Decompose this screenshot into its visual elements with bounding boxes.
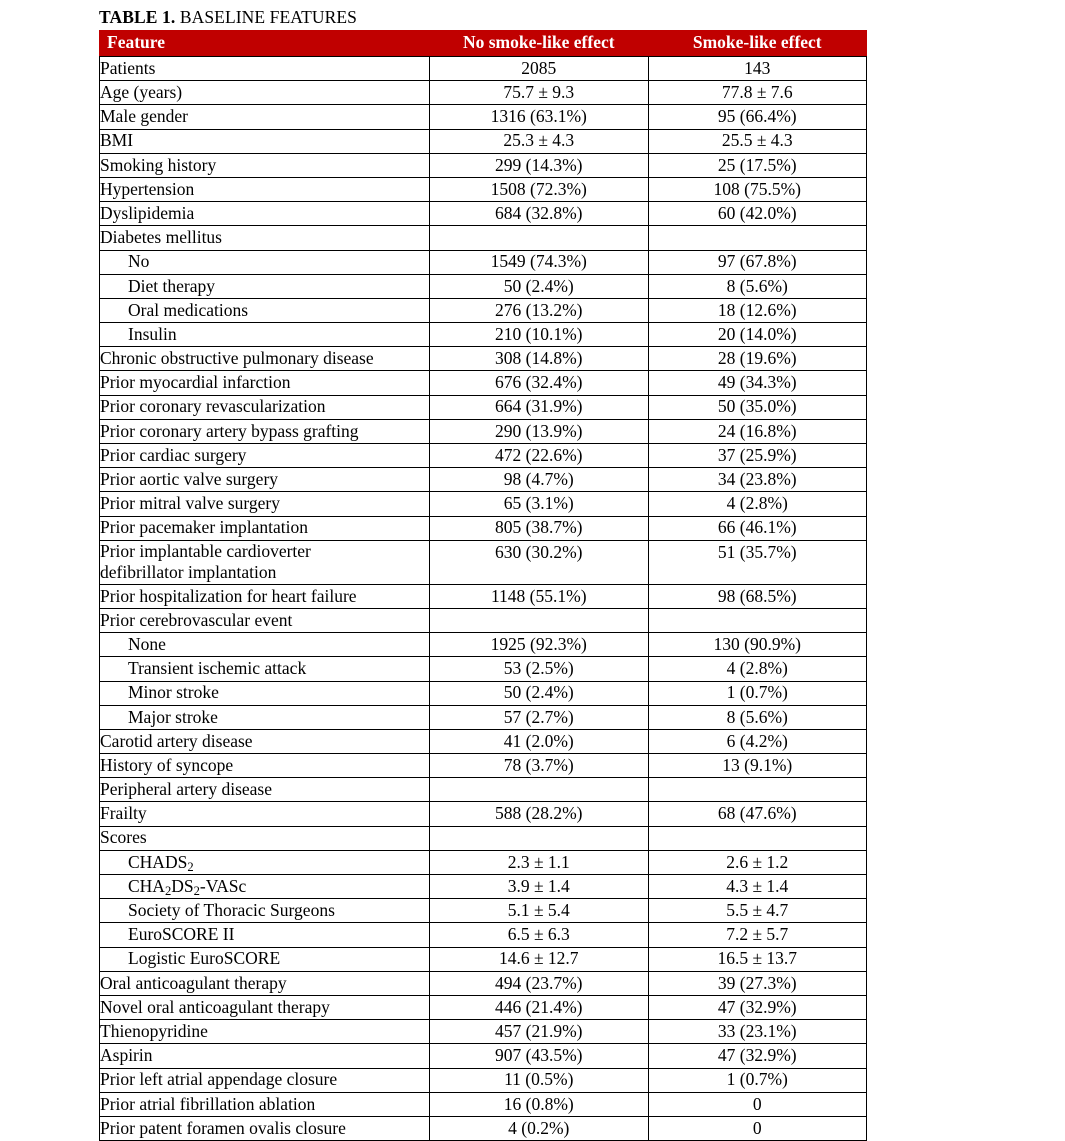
row-feature-label: Prior myocardial infarction	[100, 371, 430, 395]
row-feature-label: Diet therapy	[100, 274, 430, 298]
table-row	[100, 584, 867, 608]
table-row	[100, 947, 867, 971]
row-value-smoke-like-effect: 16.5 ± 13.7	[648, 947, 867, 971]
row-value-smoke-like-effect: 4 (2.8%)	[648, 492, 867, 516]
row-feature-label: Chronic obstructive pulmonary disease	[100, 347, 430, 371]
table-row	[100, 705, 867, 729]
row-value-no-smoke-like-effect	[430, 226, 649, 250]
row-feature-label: Major stroke	[100, 705, 430, 729]
row-feature-label: Prior aortic valve surgery	[100, 468, 430, 492]
row-feature-label: Prior atrial fibrillation ablation	[100, 1092, 430, 1116]
row-feature-line: Prior implantable cardioverter	[100, 540, 311, 561]
row-value-no-smoke-like-effect: 6.5 ± 6.3	[430, 923, 649, 947]
table-row	[100, 971, 867, 995]
table-caption-text: BASELINE FEATURES	[175, 7, 358, 27]
row-value-no-smoke-like-effect: 664 (31.9%)	[430, 395, 649, 419]
table-row	[100, 274, 867, 298]
row-value-no-smoke-like-effect: 1925 (92.3%)	[430, 633, 649, 657]
row-feature-label: Frailty	[100, 802, 430, 826]
row-feature-label: Prior cardiac surgery	[100, 444, 430, 468]
row-value-no-smoke-like-effect: 290 (13.9%)	[430, 419, 649, 443]
row-value-smoke-like-effect: 4.3 ± 1.4	[648, 875, 867, 899]
row-feature-label	[100, 540, 430, 584]
row-value-smoke-like-effect	[648, 826, 867, 850]
row-feature-label: Oral medications	[100, 298, 430, 322]
row-value-smoke-like-effect: 4 (2.8%)	[648, 657, 867, 681]
row-value-smoke-like-effect: 0	[648, 1092, 867, 1116]
row-value-smoke-like-effect: 24 (16.8%)	[648, 419, 867, 443]
row-value-no-smoke-like-effect: 11 (0.5%)	[430, 1068, 649, 1092]
row-value-no-smoke-like-effect: 276 (13.2%)	[430, 298, 649, 322]
row-feature-label: Age (years)	[100, 81, 430, 105]
row-value-smoke-like-effect: 95 (66.4%)	[648, 105, 867, 129]
row-feature-label: No	[100, 250, 430, 274]
row-value-no-smoke-like-effect: 25.3 ± 4.3	[430, 129, 649, 153]
table-row	[100, 226, 867, 250]
row-value-no-smoke-like-effect: 57 (2.7%)	[430, 705, 649, 729]
row-feature-label: Prior coronary revascularization	[100, 395, 430, 419]
row-feature-label: None	[100, 633, 430, 657]
row-value-no-smoke-like-effect: 98 (4.7%)	[430, 468, 649, 492]
row-value-smoke-like-effect	[648, 608, 867, 632]
row-feature-label: Logistic EuroSCORE	[100, 947, 430, 971]
table-row	[100, 1068, 867, 1092]
row-value-no-smoke-like-effect: 53 (2.5%)	[430, 657, 649, 681]
table-row	[100, 1116, 867, 1140]
row-value-no-smoke-like-effect	[430, 826, 649, 850]
row-value-smoke-like-effect: 7.2 ± 5.7	[648, 923, 867, 947]
row-value-smoke-like-effect: 0	[648, 1116, 867, 1140]
row-feature-label: Prior pacemaker implantation	[100, 516, 430, 540]
row-value-smoke-like-effect: 68 (47.6%)	[648, 802, 867, 826]
row-value-no-smoke-like-effect: 50 (2.4%)	[430, 274, 649, 298]
table-row	[100, 250, 867, 274]
row-value-smoke-like-effect	[648, 226, 867, 250]
row-feature-label: Peripheral artery disease	[100, 778, 430, 802]
row-feature-label: EuroSCORE II	[100, 923, 430, 947]
row-value-smoke-like-effect: 34 (23.8%)	[648, 468, 867, 492]
row-feature-line: defibrillator implantation	[100, 562, 277, 583]
row-feature-label: Prior hospitalization for heart failure	[100, 584, 430, 608]
row-feature-label: Minor stroke	[100, 681, 430, 705]
row-value-smoke-like-effect: 51 (35.7%)	[648, 540, 867, 584]
row-feature-label: Scores	[100, 826, 430, 850]
row-feature-label: Prior left atrial appendage closure	[100, 1068, 430, 1092]
row-value-smoke-like-effect: 39 (27.3%)	[648, 971, 867, 995]
row-value-smoke-like-effect: 1 (0.7%)	[648, 1068, 867, 1092]
row-value-smoke-like-effect: 97 (67.8%)	[648, 250, 867, 274]
row-value-smoke-like-effect: 25.5 ± 4.3	[648, 129, 867, 153]
row-value-no-smoke-like-effect: 308 (14.8%)	[430, 347, 649, 371]
table-row	[100, 802, 867, 826]
row-value-smoke-like-effect: 2.6 ± 1.2	[648, 850, 867, 874]
row-value-smoke-like-effect: 18 (12.6%)	[648, 298, 867, 322]
table-row	[100, 899, 867, 923]
table-row	[100, 633, 867, 657]
row-value-no-smoke-like-effect: 2.3 ± 1.1	[430, 850, 649, 874]
table-header	[100, 31, 867, 57]
table-caption	[99, 7, 357, 28]
row-value-no-smoke-like-effect: 446 (21.4%)	[430, 995, 649, 1019]
row-value-no-smoke-like-effect: 1549 (74.3%)	[430, 250, 649, 274]
table-row	[100, 81, 867, 105]
row-value-no-smoke-like-effect: 4 (0.2%)	[430, 1116, 649, 1140]
table-row	[100, 1044, 867, 1068]
row-value-smoke-like-effect: 108 (75.5%)	[648, 177, 867, 201]
row-feature-label: Oral anticoagulant therapy	[100, 971, 430, 995]
row-value-smoke-like-effect: 143	[648, 57, 867, 81]
row-value-no-smoke-like-effect: 78 (3.7%)	[430, 754, 649, 778]
table-row	[100, 202, 867, 226]
row-value-no-smoke-like-effect: 65 (3.1%)	[430, 492, 649, 516]
row-value-smoke-like-effect: 8 (5.6%)	[648, 274, 867, 298]
table-row	[100, 1020, 867, 1044]
table-row	[100, 419, 867, 443]
table-row	[100, 444, 867, 468]
table-row	[100, 608, 867, 632]
table-row	[100, 923, 867, 947]
table-row	[100, 850, 867, 874]
table-caption-label: TABLE 1.	[99, 7, 176, 27]
row-value-smoke-like-effect: 8 (5.6%)	[648, 705, 867, 729]
row-feature-label: Smoking history	[100, 153, 430, 177]
row-feature-label: Transient ischemic attack	[100, 657, 430, 681]
row-value-no-smoke-like-effect: 50 (2.4%)	[430, 681, 649, 705]
row-feature-label: $CHADS_2$	[100, 850, 430, 874]
row-value-no-smoke-like-effect: 588 (28.2%)	[430, 802, 649, 826]
row-feature-label: Diabetes mellitus	[100, 226, 430, 250]
row-value-no-smoke-like-effect: 5.1 ± 5.4	[430, 899, 649, 923]
row-value-smoke-like-effect: 47 (32.9%)	[648, 1044, 867, 1068]
row-feature-label: Male gender	[100, 105, 430, 129]
row-value-no-smoke-like-effect: 494 (23.7%)	[430, 971, 649, 995]
row-value-no-smoke-like-effect: 75.7 ± 9.3	[430, 81, 649, 105]
table-row	[100, 778, 867, 802]
row-value-no-smoke-like-effect	[430, 608, 649, 632]
column-header-feature: Feature	[100, 31, 430, 57]
row-value-smoke-like-effect: 25 (17.5%)	[648, 153, 867, 177]
row-feature-label: Insulin	[100, 323, 430, 347]
row-value-no-smoke-like-effect: 472 (22.6%)	[430, 444, 649, 468]
row-value-smoke-like-effect: 5.5 ± 4.7	[648, 899, 867, 923]
row-feature-label: Carotid artery disease	[100, 729, 430, 753]
row-value-smoke-like-effect: 33 (23.1%)	[648, 1020, 867, 1044]
row-feature-label: Aspirin	[100, 1044, 430, 1068]
row-feature-label: Novel oral anticoagulant therapy	[100, 995, 430, 1019]
table-row	[100, 681, 867, 705]
row-value-smoke-like-effect: 98 (68.5%)	[648, 584, 867, 608]
row-value-no-smoke-like-effect: 210 (10.1%)	[430, 323, 649, 347]
row-feature-label: Prior coronary artery bypass grafting	[100, 419, 430, 443]
table-row	[100, 323, 867, 347]
row-value-no-smoke-like-effect: 16 (0.8%)	[430, 1092, 649, 1116]
row-value-smoke-like-effect: 50 (35.0%)	[648, 395, 867, 419]
row-value-no-smoke-like-effect: 299 (14.3%)	[430, 153, 649, 177]
row-value-smoke-like-effect: 47 (32.9%)	[648, 995, 867, 1019]
row-value-no-smoke-like-effect: 1316 (63.1%)	[430, 105, 649, 129]
row-value-smoke-like-effect: 1 (0.7%)	[648, 681, 867, 705]
row-value-smoke-like-effect: 77.8 ± 7.6	[648, 81, 867, 105]
table-row	[100, 298, 867, 322]
table-row	[100, 516, 867, 540]
table-row	[100, 1092, 867, 1116]
table-row	[100, 468, 867, 492]
row-value-no-smoke-like-effect: 676 (32.4%)	[430, 371, 649, 395]
table-row	[100, 657, 867, 681]
row-feature-label: Prior mitral valve surgery	[100, 492, 430, 516]
row-value-smoke-like-effect: 20 (14.0%)	[648, 323, 867, 347]
row-value-no-smoke-like-effect: 630 (30.2%)	[430, 540, 649, 584]
row-value-smoke-like-effect: 66 (46.1%)	[648, 516, 867, 540]
row-value-no-smoke-like-effect: 684 (32.8%)	[430, 202, 649, 226]
row-value-no-smoke-like-effect	[430, 778, 649, 802]
table-row	[100, 492, 867, 516]
row-feature-label: History of syncope	[100, 754, 430, 778]
row-value-smoke-like-effect: 13 (9.1%)	[648, 754, 867, 778]
row-value-smoke-like-effect: 37 (25.9%)	[648, 444, 867, 468]
table-row	[100, 347, 867, 371]
column-header-no-smoke-like-effect: No smoke-like effect	[430, 31, 649, 57]
table-row	[100, 729, 867, 753]
row-value-smoke-like-effect: 6 (4.2%)	[648, 729, 867, 753]
row-value-no-smoke-like-effect: 907 (43.5%)	[430, 1044, 649, 1068]
table-row	[100, 826, 867, 850]
row-feature-label: Patients	[100, 57, 430, 81]
row-value-smoke-like-effect: 28 (19.6%)	[648, 347, 867, 371]
table-body	[100, 57, 867, 1141]
row-feature-label: Prior cerebrovascular event	[100, 608, 430, 632]
table-row	[100, 153, 867, 177]
row-value-no-smoke-like-effect: 2085	[430, 57, 649, 81]
table-row	[100, 57, 867, 81]
table-row	[100, 540, 867, 584]
table-row	[100, 754, 867, 778]
table-row	[100, 995, 867, 1019]
baseline-features-table	[99, 30, 867, 1141]
row-value-no-smoke-like-effect: 3.9 ± 1.4	[430, 875, 649, 899]
row-feature-label: $CHA_2DS_2$-VASc	[100, 875, 430, 899]
table-row	[100, 395, 867, 419]
table-row	[100, 875, 867, 899]
row-value-no-smoke-like-effect: 805 (38.7%)	[430, 516, 649, 540]
table-row	[100, 371, 867, 395]
column-header-smoke-like-effect: Smoke-like effect	[648, 31, 867, 57]
row-feature-label: Society of Thoracic Surgeons	[100, 899, 430, 923]
row-value-no-smoke-like-effect: 14.6 ± 12.7	[430, 947, 649, 971]
row-feature-label: Prior patent foramen ovalis closure	[100, 1116, 430, 1140]
row-feature-label: Hypertension	[100, 177, 430, 201]
row-value-no-smoke-like-effect: 457 (21.9%)	[430, 1020, 649, 1044]
row-value-no-smoke-like-effect: 41 (2.0%)	[430, 729, 649, 753]
row-feature-label: Thienopyridine	[100, 1020, 430, 1044]
row-feature-label: Dyslipidemia	[100, 202, 430, 226]
row-feature-label: BMI	[100, 129, 430, 153]
row-value-no-smoke-like-effect: 1508 (72.3%)	[430, 177, 649, 201]
row-value-smoke-like-effect: 60 (42.0%)	[648, 202, 867, 226]
row-value-smoke-like-effect: 130 (90.9%)	[648, 633, 867, 657]
table-header-row	[100, 31, 867, 57]
row-value-no-smoke-like-effect: 1148 (55.1%)	[430, 584, 649, 608]
table-row	[100, 177, 867, 201]
table-row	[100, 129, 867, 153]
row-value-smoke-like-effect	[648, 778, 867, 802]
row-value-smoke-like-effect: 49 (34.3%)	[648, 371, 867, 395]
table-row	[100, 105, 867, 129]
